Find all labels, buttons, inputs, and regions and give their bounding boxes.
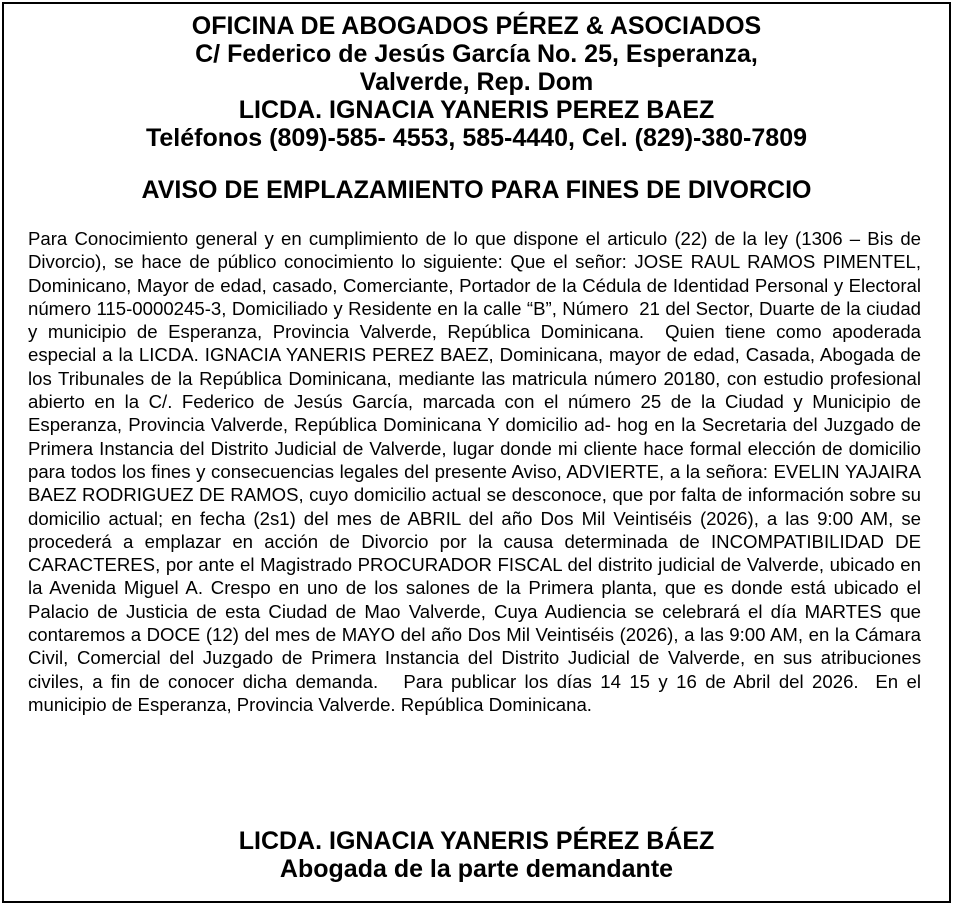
firm-header (4, 12, 949, 152)
firm-lawyer: LICDA. IGNACIA YANERIS PEREZ BAEZ (238, 96, 715, 124)
firm-address-line-2: Valverde, Rep. Dom (359, 68, 594, 96)
firm-phones: Teléfonos (809)-585- 4553, 585-4440, Cel. (829)-380-7809 (145, 124, 807, 152)
signature-name: LICDA. IGNACIA YANERIS PÉREZ BÁEZ (238, 827, 715, 855)
signature-role: Abogada de la parte demandante (279, 855, 674, 883)
firm-address-line-1: C/ Federico de Jesús García No. 25, Esperanza, (195, 40, 758, 68)
legal-notice (2, 2, 951, 903)
notice-title: AVISO DE EMPLAZAMIENTO PARA FINES DE DIVORCIO (141, 176, 812, 204)
notice-body: Para Conocimiento general y en cumplimiento de lo que dispone el articulo (22) de la ley (1306 – Bis de Divorcio), se hace de público conocimiento lo siguiente: Que el señor: JOSE RAUL RAMOS PIMENTEL, Dominicano, Mayor de edad, casado, Comerciante, Portador de la Cédula de Identidad Personal y Electoral número 115-0000245-3, Domiciliado y Residente en la calle “B”, Número 21 del Sector, Duarte de la ciudad y municipio de Esperanza, Provincia Valverde, República Dominicana. Quien tiene como apoderada especial a la LICDA. IGNACIA YANERIS PEREZ BAEZ, Dominicana, mayor de edad, Casada, Abogada de los Tribunales de la República Dominicana, mediante las matricula número 20180, con estudio profesional abierto en la C/. Federico de Jesús García, marcada con el número 25 de la Ciudad y Municipio de Esperanza, Provincia Valverde, República Dominicana Y domicilio ad- hog en la Secretaria del Juzgado de Primera Instancia del Distrito Judicial de Valverde, lugar donde mi cliente hace formal elección de domicilio para todos los fines y consecuencias legales del presente Aviso, ADVIERTE, a la señora: EVELIN YAJAIRA BAEZ RODRIGUEZ DE RAMOS, cuyo domicilio actual se desconoce, que por falta de información sobre su domicilio actual; en fecha (2s1) del mes de ABRIL del año Dos Mil Veintiséis (2026), a las 9:00 AM, se procederá a emplazar en acción de Divorcio por la causa determinada de INCOMPATIBILIDAD DE CARACTERES, por ante el Magistrado PROCURADOR FISCAL del distrito judicial de Valverde, ubicado en la Avenida Miguel A. Crespo en uno de los salones de la Primera planta, que es donde está ubicado el Palacio de Justicia de esta Ciudad de Mao Valverde, Cuya Audiencia se celebrará el día MARTES que contaremos a DOCE (12) del mes de MAYO del año Dos Mil Veintiséis (2026), a las 9:00 AM, en la Cámara Civil, Comercial del Juzgado de Primera Instancia del Distrito Judicial de Valverde, en sus atribuciones civiles, a fin de conocer dicha demanda. Para publicar los días 14 15 y 16 de Abril del 2026. En el municipio de Esperanza, Provincia Valverde. República Dominicana. (28, 228, 927, 715)
signature-block (4, 827, 949, 883)
firm-name: OFICINA DE ABOGADOS PÉREZ & ASOCIADOS (191, 12, 762, 40)
